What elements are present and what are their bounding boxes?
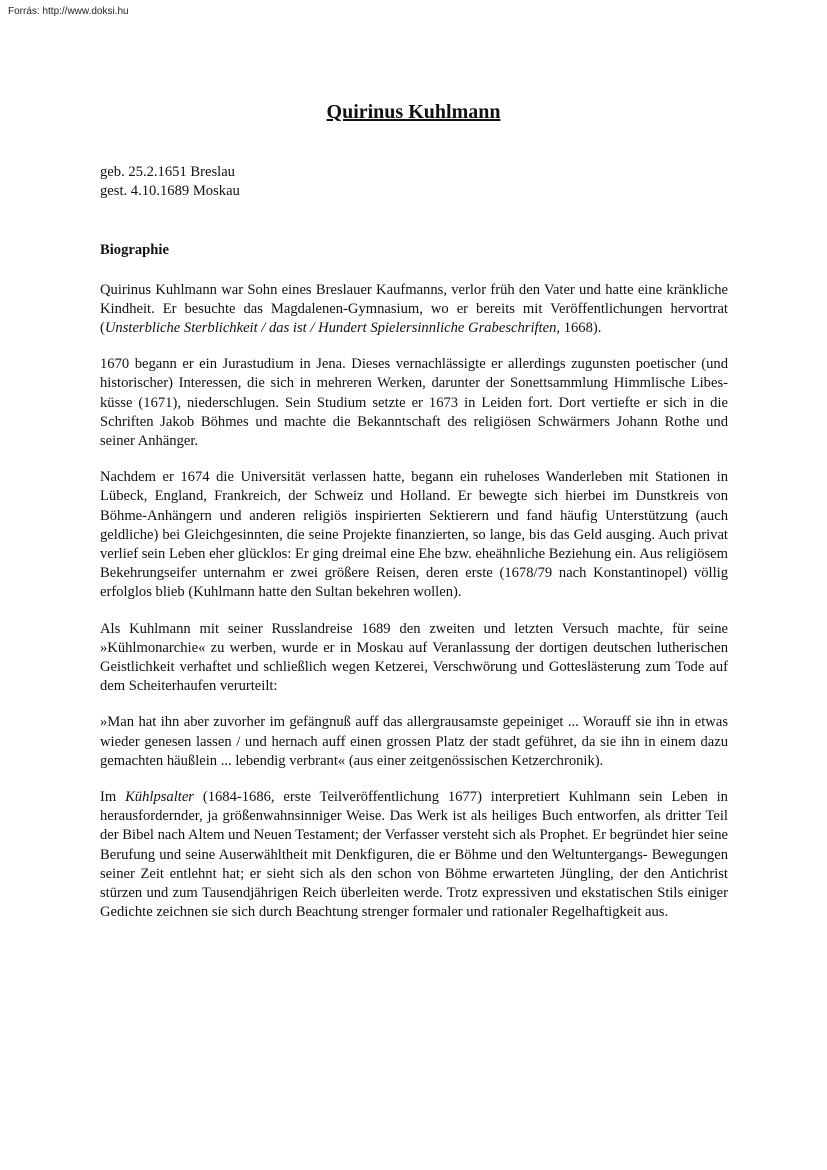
paragraph-1-text-a: Quirinus Kuhlmann war Sohn eines Breslauer Kaufmanns, verlor früh den Vater und hatte eine kränkliche Kindheit. Er besuchte das Magdalenen-Gymnasium, wo er bereits mit Veröffentlichungen hervortrat ( xyxy=(100,281,728,337)
paragraph-6 xyxy=(100,788,728,922)
page-title: Quirinus Kuhlmann xyxy=(326,101,501,123)
paragraph-4: Als Kuhlmann mit seiner Russlandreise 1689 den zweiten und letzten Versuch machte, für seine »Kühlmonarchie« zu werben, wurde er in Moskau auf Veranlassung der dortigen deutschen lutherischen Geistlichkeit verhaftet und schließlich wegen Ketzerei, Verschwörung und Gotteslästerung zum Tode auf dem Scheiterhaufen verurteilt: xyxy=(100,620,728,695)
paragraph-5-quote: »Man hat ihn aber zuvorher im gefängnuß auff das allergrausamste gepeiniget ... Worauff sie ihn in etwas wieder genesen lassen / und hernach auff einen grossen Platz der stadt geführet, da sie ihn in einem dazu gemachten häußlein ... lebendig verbrant« (aus einer zeitgenössischen Ketzerchronik). xyxy=(100,714,728,769)
work-title-kuehlpsalter: Kühlpsalter xyxy=(125,789,194,806)
death-info: gest. 4.10.1689 Moskau xyxy=(100,183,240,200)
paragraph-6-text-b: (1684-1686, erste Teilveröffentlichung 1677) interpretiert Kuhlmann sein Leben in herausfordernder, ja größenwahnsinniger Weise. Das Werk ist als heiliges Buch entworfen, als dritter Teil der Bibel nach Altem und Neuen Testament; der Verfasser versteht sich als Prophet. Er begründet hier seine Berufung und seine Auserwähltheit mit Denkfiguren, die er Böhme und den Weltuntergangs- Bewegungen seiner Zeit entlehnt hat; er sieht sich als den schon von Böhme erwarteten Jüngling, der den Antichrist stürzen und zum Tausendjährigen Reich überleiten werde. Trotz expressiven und ekstatischen Stils einiger Gedichte zeichnen sie sich durch Beachtung strenger formaler und rationaler Regelhaftigkeit aus. xyxy=(100,789,728,921)
paragraph-3: Nachdem er 1674 die Universität verlassen hatte, begann ein ruheloses Wanderleben mit Stationen in Lübeck, England, Frankreich, der Schweiz und Holland. Er bewegte sich hierbei im Dunstkreis von Böhme-Anhängern und anderen religiös inspirierten Sektierern und fand häufig Unterstützung (auch geldliche) bei Gleichgesinnten, die seine Projekte finanzierten, so lange, bis das Geld ausging. Auch privat verlief sein Leben eher glücklos: Er ging dreimal eine Ehe bzw. eheähnliche Beziehung ein. Aus religiösem Bekehrungseifer unternahm er zwei größere Reisen, deren erste (1678/79 nach Konstantinopel) völlig erfolglos blieb (Kuhlmann hatte den Sultan bekehren wollen). xyxy=(100,469,728,601)
work-title-unsterbliche-sterblichkeit: Unsterbliche Sterblichkeit / das ist / Hundert Spielersinnliche Grabeschriften xyxy=(104,320,557,337)
paragraph-1-text-b: , 1668). xyxy=(556,320,602,337)
source-note: Forrás: http://www.doksi.hu xyxy=(8,6,129,17)
paragraph-2: 1670 begann er ein Jurastudium in Jena. Dieses vernachlässigte er allerdings zugunsten poetischer (und historischer) Interessen, die sich in mehreren Werken, darunter der Sonettsammlung Himmlische Libes-küsse (1671), niederschlugen. Sein Studium setzte er 1673 in Leiden fort. Dort vertiefte er sich in die Schriften Jakob Böhmes und machte die Bekanntschaft des religiösen Schwärmers Johann Rothe und seiner Anhänger. xyxy=(100,356,728,450)
paragraph-6-text-a: Im xyxy=(100,789,126,806)
document-body xyxy=(100,163,728,923)
paragraph-1 xyxy=(100,281,728,339)
section-heading-biographie: Biographie xyxy=(100,242,169,259)
birth-info: geb. 25.2.1651 Breslau xyxy=(100,164,235,180)
